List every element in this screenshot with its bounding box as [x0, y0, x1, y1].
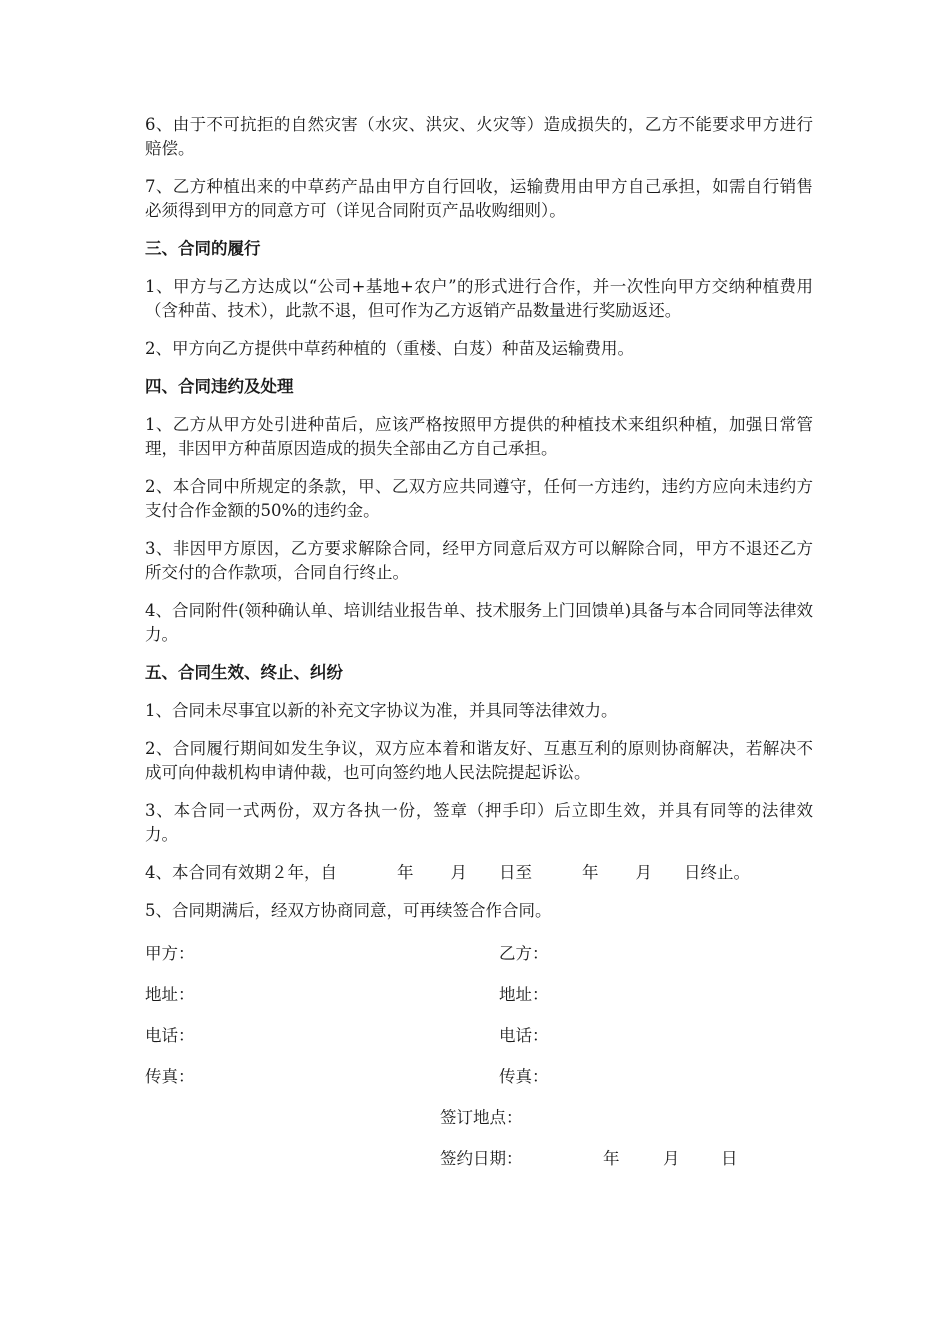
section-4-item-3: 3、非因甲方原因，乙方要求解除合同，经甲方同意后双方可以解除合同，甲方不退还乙方所交付的合作款项，合同自行终止。 [145, 539, 813, 582]
signing-place-label: 签订地点： [440, 1108, 523, 1127]
term-end: 日终止。 [684, 863, 750, 882]
signing-date-row [145, 1147, 813, 1171]
fax-a-label: 传真： [145, 1067, 195, 1086]
clause-6: 6、由于不可抗拒的自然灾害（水灾、洪灾、火灾等）造成损失的，乙方不能要求甲方进行赔偿。 [145, 115, 813, 158]
phone-b-label: 电话： [499, 1026, 549, 1045]
section-4-item-1: 1、乙方从甲方处引进种苗后，应该严格按照甲方提供的种植技术来组织种植，加强日常管理，非因甲方种苗原因造成的损失全部由乙方自己承担。 [145, 415, 813, 458]
section-3-item-2: 2、甲方向乙方提供中草药种植的（重楼、白芨）种苗及运输费用。 [145, 339, 634, 358]
signing-date-year: 年 [603, 1149, 620, 1168]
section-5-item-5: 5、合同期满后，经双方协商同意，可再续签合作合同。 [145, 901, 552, 920]
fax-b-label: 传真： [499, 1067, 549, 1086]
signature-address-row [145, 983, 813, 1007]
section-4-item-2: 2、本合同中所规定的条款，甲、乙双方应共同遵守，任何一方违约，违约方应向未违约方支付合作金额的50%的违约金。 [145, 477, 813, 520]
section-3-item-1: 1、甲方与乙方达成以“公司+基地+农户”的形式进行合作，并一次性向甲方交纳种植费用（含种苗、技术），此款不退，但可作为乙方返销产品数量进行奖励返还。 [145, 277, 813, 320]
phone-a-label: 电话： [145, 1026, 195, 1045]
signature-fax-row [145, 1065, 813, 1089]
section-5-item-3: 3、本合同一式两份，双方各执一份，签章（押手印）后立即生效，并具有同等的法律效力。 [145, 801, 813, 844]
term-prefix: 4、本合同有效期２年，自 [145, 863, 337, 882]
contract-page [145, 113, 813, 1188]
signature-party-row [145, 942, 813, 966]
term-month-1: 月 [450, 863, 467, 882]
section-5-title: 五、合同生效、终止、纠纷 [145, 663, 343, 682]
address-b-label: 地址： [499, 985, 549, 1004]
section-5-item-4 [145, 861, 813, 885]
term-day-1: 日至 [499, 863, 532, 882]
section-5-item-1: 1、合同未尽事宜以新的补充文字协议为准，并具同等法律效力。 [145, 701, 618, 720]
signing-date-month: 月 [663, 1149, 680, 1168]
address-a-label: 地址： [145, 985, 195, 1004]
party-a-label: 甲方： [145, 944, 195, 963]
section-4-item-4: 4、合同附件(领种确认单、培训结业报告单、技术服务上门回馈单)具备与本合同同等法律效力。 [145, 601, 813, 644]
party-b-label: 乙方： [499, 944, 549, 963]
signature-phone-row [145, 1024, 813, 1048]
clause-7: 7、乙方种植出来的中草药产品由甲方自行回收，运输费用由甲方自己承担，如需自行销售必须得到甲方的同意方可（详见合同附页产品收购细则）。 [145, 177, 813, 220]
signing-date-day: 日 [721, 1149, 738, 1168]
signing-date-label: 签约日期： [440, 1149, 523, 1168]
term-month-2: 月 [635, 863, 652, 882]
signing-place-row [145, 1106, 813, 1130]
term-year-2: 年 [582, 863, 599, 882]
term-year-1: 年 [397, 863, 414, 882]
section-5-item-2: 2、合同履行期间如发生争议，双方应本着和谐友好、互惠互利的原则协商解决，若解决不成可向仲裁机构申请仲裁，也可向签约地人民法院提起诉讼。 [145, 739, 813, 782]
section-3-title: 三、合同的履行 [145, 239, 261, 258]
section-4-title: 四、合同违约及处理 [145, 377, 294, 396]
